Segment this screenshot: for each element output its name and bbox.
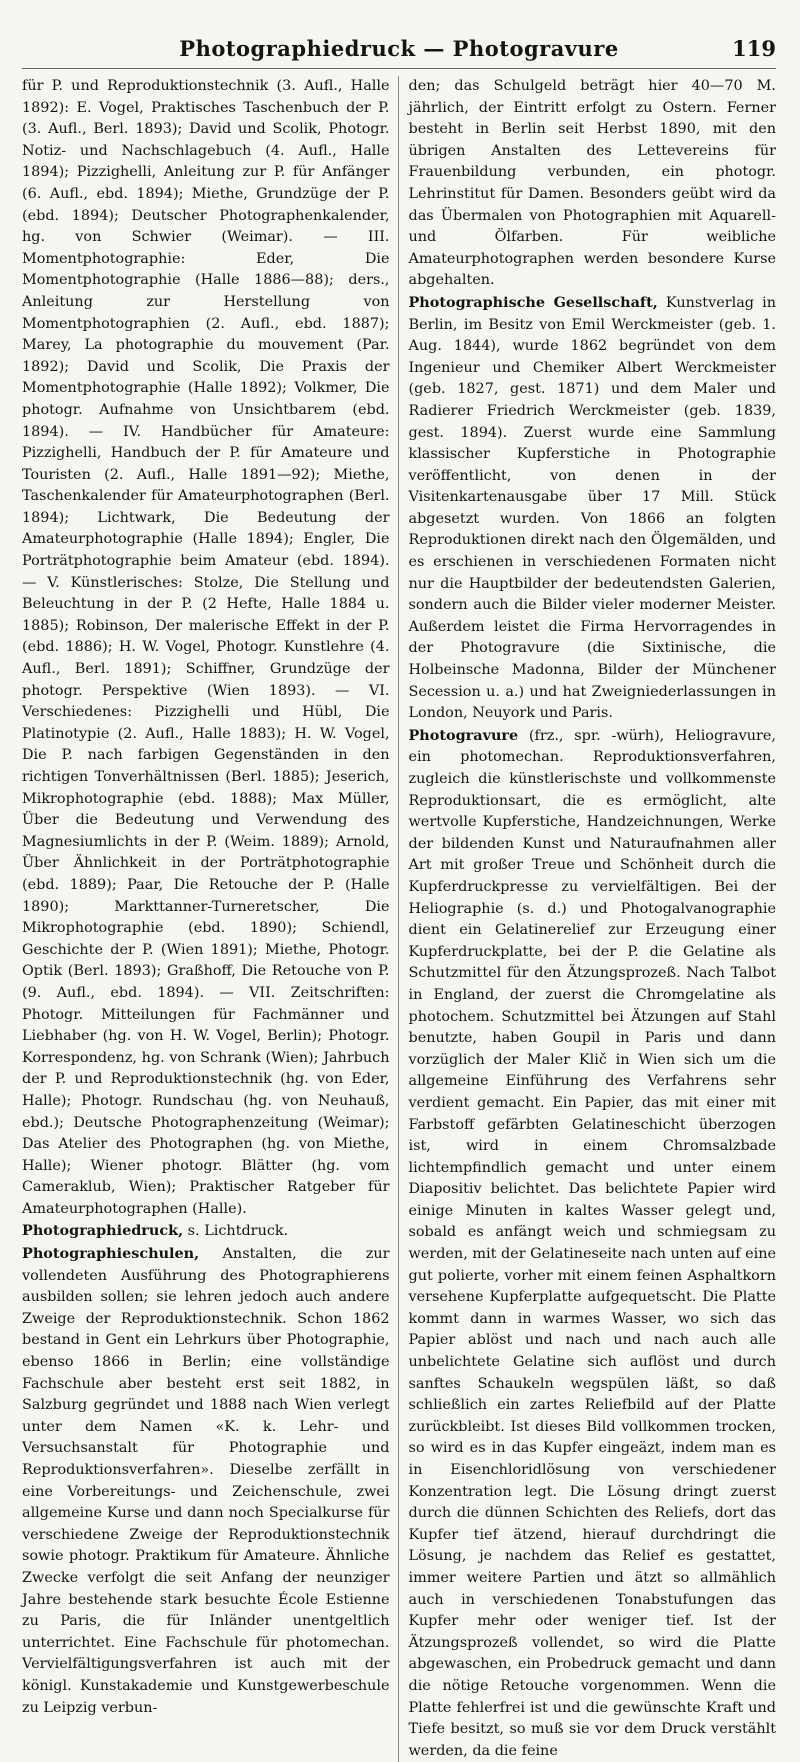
bibliography-paragraph: für P. und Reproduktionstechnik (3. Aufl., Halle 1892): E. Vogel, Praktisches Taschenbuch der P. (3. Aufl., Berl. 1893); David und Scolik, Photogr. Notiz- und Nachschlagebuch (4. Aufl., Halle 1894); Pizzighelli, Anleitung zur P. für Anfänger (6. Aufl., ebd. 1894); Miethe, Grundzüge der P. (ebd. 1894); Deutscher Photographenkalender, hg. von Schwier (Weimar). — III. Momentphotographie: Eder, Die Momentphotographie (Halle 1886—88); ders., Anleitung zur Herstellung von Momentphotographien (2. Aufl., ebd. 1887); Marey, La photographie du mouvement (Par. 1892); David und Scolik, Die Praxis der Momentphotographie (Halle 1892); Volkmer, Die photogr. Aufnahme von Unsichtbarem (ebd. 1894). — IV. Handbücher für Amateure: Pizzighelli, Handbuch der P. für Amateure und Touristen (2. Aufl., Halle 1891—92); Miethe, Taschenkalender für Amateurphotographen (Berl. 1894); Lichtwark, Die Bedeutung der Amateurphotographie (Halle 1894); Engler, Die Porträtphotographie beim Amateur (ebd. 1894). — V. Künstlerisches: Stolze, Die Stellung und Beleuchtung in der P. (2 Hefte, Halle 1884 u. 1885); Robinson, Der malerische Effekt in der P. (ebd. 1886); H. W. Vogel, Photogr. Kunstlehre (4. Aufl., Berl. 1891); Schiffner, Grundzüge der photogr. Perspektive (Wien 1893). — VI. Verschiedenes: Pizzighelli und Hübl, Die Platinotypie (2. Aufl., Halle 1883); H. W. Vogel, Die P. nach farbigen Gegenständen in den richtigen Tonverhältnissen (Berl. 1885); Jeserich, Mikrophotographie (ebd. 1888); Max Müller, Über die Bedeutung und Verwendung des Magnesiumlichts in der P. (Weim. 1889); Arnold, Über Ähnlichkeit in der Porträtphotographie (ebd. 1889); Paar, Die Retouche der P. (Halle 1890); Markttanner-Turneretscher, Die Mikrophotographie (ebd. 1890); Schiendl, Geschichte der P. (Wien 1891); Miethe, Photogr. Optik (Berl. 1893); Graßhoff, Die Retouche von P. (9. Aufl., ebd. 1894). — VII. Zeitschriften: Photogr. Mitteilungen für Fachmänner und Liebhaber (hg. von H. W. Vogel, Berlin); Photogr. Korrespondenz, hg. von Schrank (Wien); Jahrbuch der P. und Reproduktionstechnik (hg. von Eder, Halle); Photogr. Rundschau (hg. von Neuhauß, ebd.); Deutsche Photographenzeitung (Weimar); Das Atelier des Photographen (hg. von Miethe, Halle); Wiener photogr. Blätter (hg. vom Cameraklub, Wien); Praktischer Ratgeber für Amateurphotographen (Halle).	[22, 78, 390, 1217]
page-number: 119	[732, 36, 776, 61]
entry-text: Anstalten, die zur vollendeten Ausführung des Photographierens ausbilden sollen; sie lehren jedoch auch andere Zweige der Reproduktionstechnik. Schon 1862 bestand in Gent ein Lehrkurs über Photographie, ebenso 1866 in Berlin; eine vollständige Fachschule aber besteht erst seit 1882, in Salzburg gegründet und 1888 nach Wien verlegt unter dem Namen «K. k. Lehr- und Versuchsanstalt für Photographie und Reproduktionsverfahren». Dieselbe zerfällt in eine Vorbereitungs- und Zeichenschule, zwei allgemeine Kurse und dann noch Specialkurse für verschiedene Zweige der Reproduktionstechnik sowie photogr. Praktikum für Amateure. Ähnliche Zwecke verfolgt die seit Anfang der neunziger Jahre bestehende stark besuchte École Estienne zu Paris, die für Inländer unentgeltlich unterrichtet. Eine Fachschule für photomechan. Vervielfältigungsverfahren ist auch mit der königl. Kunstakademie und Kunstgewerbeschule zu Leipzig verbun-	[22, 1246, 390, 1716]
continuation-paragraph: den; das Schulgeld beträgt hier 40—70 M. jährlich, der Eintritt erfolgt zu Ostern. Ferner besteht in Berlin seit Herbst 1890, mit den übrigen Anstalten des Lettevereins für Frauenbildung verbunden, ein photogr. Lehrinstitut für Damen. Besonders geübt wird da das Übermalen von Photographien mit Aquarell- und Ölfarben. Für weibliche Amateurphotographen werden besondere Kurse abgehalten.	[408, 78, 776, 289]
entry-text: Kunstverlag in Berlin, im Besitz von Emil Werckmeister (geb. 1. Aug. 1844), wurde 1862 begründet von dem Ingenieur und Chemiker Albert Werckmeister (geb. 1827, gest. 1871) und dem Maler und Radierer Friedrich Werckmeister (geb. 1839, gest. 1894). Zuerst wurde eine Sammlung klassischer Kupferstiche in Photographie veröffentlicht, von denen in der Visitenkartenausgabe über 17 Mill. Stück abgesetzt wurden. Von 1866 an folgten Reproduktionen direkt nach den Ölgemälden, und es erschienen in verschiedenen Formaten nicht nur die Hauptbilder der bedeutendsten Galerien, sondern auch die Bilder vieler moderner Meister. Außerdem leistet die Firma Hervorragendes in der Photogravure (die Sixtinische, die Holbeinsche Madonna, Bilder der Münchener Secession u. a.) und hat Zweigniederlassungen in London, Neuyork und Paris.	[408, 294, 777, 722]
entry-photogravure	[408, 725, 776, 1762]
right-column	[398, 76, 776, 1762]
page-header	[22, 36, 776, 76]
entry-text: (frz., spr. -würh), Heliogravure, ein photomechan. Reproduktionsverfahren, zugleich die künstlerischste und vollkommenste Reproduktionsart, die es ermöglicht, alte wertvolle Kupferstiche, Handzeichnungen, Werke der bildenden Kunst und Naturaufnahmen aller Art mit großer Treue und Schönheit durch die Kupferdruckpresse zu vervielfältigen. Bei der Heliographie (s. d.) und Photogalvanographie dient ein Gelatinerelief zur Erzeugung einer Kupferdruckplatte, bei der P. die Gelatine als Schutzmittel für den Ätzungsprozeß. Nach Talbot in England, der zuerst die Chromgelatine als photochem. Schutzmittel bei Ätzungen auf Stahl benutzte, haben Goupil in Paris und dann vorzüglich der Maler Klič in Wien sich um die allgemeine Einführung des Verfahrens sehr verdient gemacht. Ein Papier, das mit einer mit Farbstoff gefärbten Gelatineschicht überzogen ist, wird in einem Chromsalzbade lichtempfindlich gemacht und unter einem Diapositiv belichtet. Das belichtete Papier wird einige Minuten in kaltes Wasser gelegt und, sobald es anfängt weich und schmiegsam zu werden, mit der Gelatineseite nach unten auf eine gut polierte, vorher mit einem feinen Asphaltkorn versehene Kupferplatte aufgequetscht. Die Platte kommt dann in warmes Wasser, wo sich das Papier ablöst und nach und nach auch alle unbelichtete Gelatine sich auflöst und durch sanftes Schaukeln wegspülen läßt, so daß schließlich ein zartes Reliefbild auf der Platte zurückbleibt. Ist dieses Bild vollkommen trocken, so wird es in das Kupfer eingeäzt, indem man es in Eisenchloridlösung von verschiedener Konzentration legt. Die Lösung dringt zuerst durch die dünnen Schichten des Reliefs, dort das Kupfer tief ätzend, hierauf durchdringt die Lösung, je nachdem das Relief es gestattet, immer weitere Partien und ätzt so allmählich auch in verschiedenen Tonabstufungen das Kupfer mehr oder weniger tief. Ist der Ätzungsprozeß vollendet, so wird die Platte abgewaschen, ein Probedruck gemacht und dann die nötige Retouche vorgenommen. Wenn die Platte fehlerfrei ist und die gewünschte Kraft und Tiefe besitzt, so muß sie vor dem Druck verstählt werden, da die feine	[408, 727, 776, 1759]
running-head: Photographiedruck — Photogravure	[179, 36, 619, 61]
headword: Photographiedruck,	[22, 1222, 184, 1240]
left-column	[22, 76, 398, 1762]
headword: Photographische Gesellschaft,	[408, 293, 658, 311]
text-columns	[22, 76, 776, 1762]
entry-photographiedruck	[22, 1220, 390, 1243]
entry-text: s. Lichtdruck.	[183, 1223, 289, 1240]
entry-photographieschulen	[22, 1243, 390, 1719]
entry-photographische-gesellschaft	[408, 292, 776, 725]
headword: Photographieschulen,	[22, 1245, 200, 1263]
header-rule	[22, 68, 776, 69]
headword: Photogravure	[408, 726, 519, 744]
